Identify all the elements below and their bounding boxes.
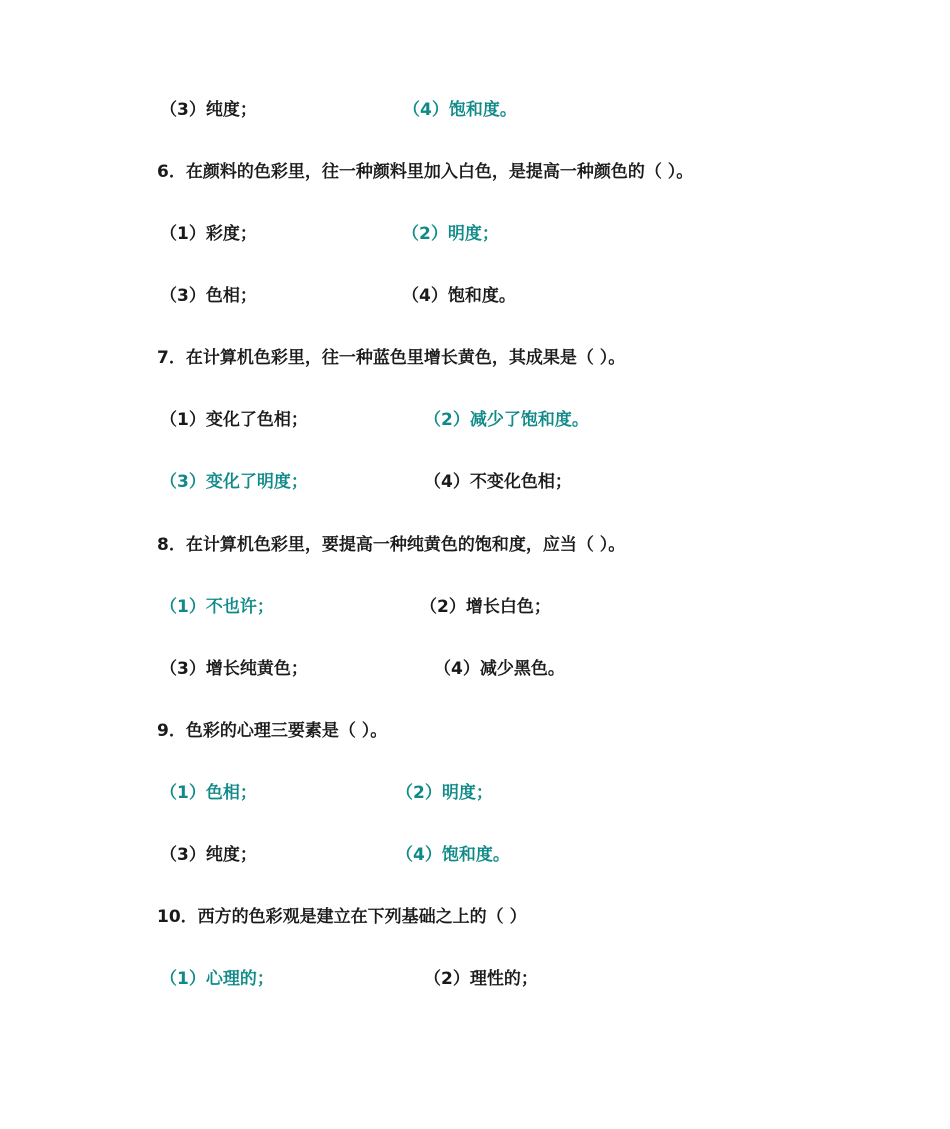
q9-options-row-1 <box>0 781 950 805</box>
q10-option-1: （1）心理的； <box>160 969 274 989</box>
q7-option-2: （2）减少了饱和度。 <box>424 410 589 430</box>
q8-question-text: 8．在计算机色彩里，要提高一种纯黄色的饱和度，应当（ ）。 <box>157 535 626 555</box>
q9-question-text: 9．色彩的心理三要素是（ ）。 <box>157 721 388 741</box>
q7-option-1: （1）变化了色相； <box>160 410 308 430</box>
q8-options-row-2 <box>0 657 950 681</box>
q5-option-3: （3）纯度； <box>160 100 257 120</box>
q8-options-row-1 <box>0 595 950 619</box>
q6-options-row-1 <box>0 222 950 246</box>
q6-option-2: （2）明度； <box>402 224 499 244</box>
q10-options-row-1 <box>0 967 950 991</box>
q7-options-row-2 <box>0 470 950 494</box>
q6-option-4: （4）饱和度。 <box>402 286 516 306</box>
q8-option-3: （3）增长纯黄色； <box>160 659 308 679</box>
q7-options-row-1 <box>0 408 950 432</box>
q9-option-4: （4）饱和度。 <box>396 845 510 865</box>
q10-question <box>0 905 950 929</box>
q8-option-1: （1）不也许； <box>160 597 274 617</box>
q6-option-3: （3）色相； <box>160 286 257 306</box>
q8-option-4: （4）减少黑色。 <box>434 659 565 679</box>
q9-question <box>0 719 950 743</box>
q6-options-row-2 <box>0 284 950 308</box>
q9-option-1: （1）色相； <box>160 783 257 803</box>
q6-question-text: 6．在颜料的色彩里，往一种颜料里加入白色，是提高一种颜色的（ ）。 <box>157 162 694 182</box>
q10-question-text: 10．西方的色彩观是建立在下列基础之上的（ ） <box>157 907 527 927</box>
q9-options-row-2 <box>0 843 950 867</box>
q8-option-2: （2）增长白色； <box>420 597 551 617</box>
q9-option-2: （2）明度； <box>396 783 493 803</box>
q6-option-1: （1）彩度； <box>160 224 257 244</box>
q5-option-4: （4）饱和度。 <box>403 100 517 120</box>
q7-question <box>0 346 950 370</box>
q7-option-4: （4）不变化色相； <box>424 472 572 492</box>
q10-option-2: （2）理性的； <box>424 969 538 989</box>
q5-options-row-2 <box>0 98 950 122</box>
q6-question <box>0 160 950 184</box>
q8-question <box>0 533 950 557</box>
q7-option-3: （3）变化了明度； <box>160 472 308 492</box>
q9-option-3: （3）纯度； <box>160 845 257 865</box>
q7-question-text: 7．在计算机色彩里，往一种蓝色里增长黄色，其成果是（ ）。 <box>157 348 626 368</box>
